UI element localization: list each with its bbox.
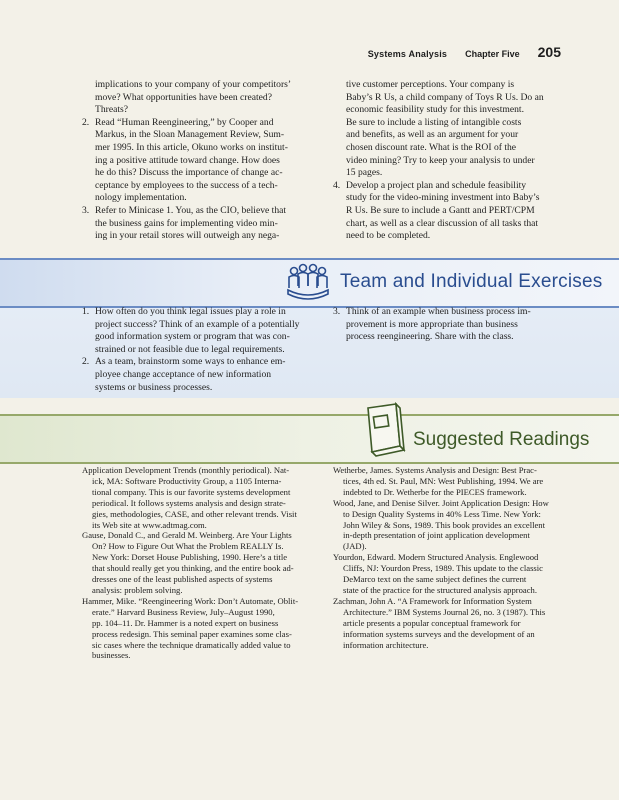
team-people-icon [286, 262, 330, 302]
text-line: dresses one of the least published aspects of systems [92, 574, 273, 585]
reading-entry [333, 552, 573, 596]
text-line: tices, 4th ed. St. Paul, MN: West Publishing, 1994. We are [343, 475, 544, 486]
exercise-item [82, 306, 314, 356]
exercise-list [333, 306, 573, 344]
exercise-item [333, 306, 573, 344]
text-line: indebted to Dr. Wetherbe for the PIECES framework. [343, 486, 527, 497]
text-line: state of the practice for the structured analysis approach. [343, 584, 537, 595]
exercise-list [82, 306, 314, 394]
text-line: sic cases where the technique dramatically added value to [92, 639, 291, 650]
text-line: Yourdon, Edward. Modern Structured Analysis. Englewood [333, 552, 539, 563]
text-line: Cliffs, NJ: Yourdon Press, 1989. This update to the classic [343, 563, 543, 574]
text-line: study for the video-mining investment into Baby’s [346, 192, 540, 204]
text-line: John Wiley & Sons, 1989. This book provides an excellent [343, 519, 545, 530]
team-right-column [333, 306, 573, 344]
text-line: information architecture. [343, 639, 429, 650]
running-header [368, 44, 561, 60]
text-line: Application Development Trends (monthly periodical). Nat- [82, 465, 290, 475]
text-line: need to be completed. [346, 230, 431, 242]
section-title: Team and Individual Exercises [340, 271, 603, 292]
section-title: Suggested Readings [413, 429, 590, 450]
exercise-item [82, 117, 314, 205]
text-line: Wood, Jane, and Denise Silver. Joint Application Design: How [333, 497, 549, 508]
text-line: periodical. It follows systems analysis and design strate- [92, 497, 286, 508]
top-left-column [82, 79, 314, 243]
exercise-item [82, 356, 314, 394]
text-line: in-depth presentation of joint application development [343, 530, 530, 541]
text-line: ing in your retail stores will outweigh any nega- [95, 230, 280, 242]
text-line: systems or business processes. [95, 381, 213, 393]
text-line: How often do you think legal issues play a role in [95, 306, 286, 317]
book-icon [360, 402, 410, 458]
text-line: Baby’s R Us, a child company of Toys R Us. Do an [346, 91, 544, 103]
text-line: video mining? Try to keep your analysis to under [346, 154, 535, 166]
text-line: good information system or program that was con- [95, 331, 290, 343]
text-line: article presents a popular conceptual framework for [343, 617, 521, 628]
text-line: pp. 104–11. Dr. Hammer is a noted expert on business [92, 617, 279, 628]
item-number: 3. [333, 306, 341, 317]
team-exercises-section [0, 258, 619, 398]
text-line: move? What opportunities have been created? [95, 91, 272, 103]
text-line: tive customer perceptions. Your company is [346, 79, 515, 90]
text-line: 15 pages. [346, 167, 383, 179]
reading-entry [333, 465, 573, 498]
suggested-readings-banner [0, 414, 619, 464]
text-line: Hammer, Mike. “Reengineering Work: Don’t Automate, Oblit- [82, 595, 299, 606]
section-banner [0, 258, 619, 308]
reading-entry [82, 530, 316, 595]
text-line: its Web site at www.adtmag.com. [92, 519, 207, 530]
text-line: the business gains for implementing video min- [95, 217, 278, 229]
text-line: analysis: problem solving. [92, 584, 183, 595]
text-line: New York: Dorset House Publishing, 1990. Here’s a title [92, 552, 288, 563]
readings-left-column [82, 465, 316, 661]
text-line: Wetherbe, James. Systems Analysis and Design: Best Prac- [333, 465, 537, 475]
text-line: nology implementation. [95, 192, 187, 204]
text-line: On? How to Figure Out What the Problem REALLY Is. [92, 541, 284, 552]
text-line: economic feasibility study for this investment. [346, 104, 524, 116]
text-line: Develop a project plan and schedule feasibility [346, 179, 527, 191]
text-line: mer 1995. In this article, Okuno works on institut- [95, 141, 288, 153]
continued-item [333, 79, 573, 180]
top-right-column [333, 79, 573, 243]
text-line: tional company. This is our favorite systems development [92, 486, 291, 497]
text-line: implications to your company of your competitors’ [95, 79, 292, 90]
text-line: process redesign. This seminal paper examines some clas- [92, 628, 292, 639]
text-line: Think of an example when business process im- [346, 306, 531, 317]
text-line: R Us. Be sure to include a Gantt and PERT/CPM [346, 204, 535, 216]
text-line: provement is more appropriate than business [346, 318, 518, 330]
text-line: Be sure to include a listing of intangible costs [346, 116, 522, 128]
exercise-list [82, 117, 314, 243]
text-line: that should really get you thinking, and the entire book ad- [92, 563, 294, 574]
text-line: ing a positive attitude toward change. How does [95, 154, 280, 166]
item-number: 2. [82, 116, 90, 128]
team-left-column [82, 306, 314, 394]
text-line: (JAD). [343, 541, 367, 552]
exercise-item [333, 180, 573, 243]
text-line: Threats? [95, 104, 129, 116]
text-line: Markus, in the Sloan Management Review, Sum- [95, 129, 285, 141]
text-line: ick, MA: Software Productivity Group, a 1105 Interna- [92, 475, 282, 486]
reading-entry [333, 498, 573, 553]
exercise-item [82, 205, 314, 243]
text-line: strained or not feasible due to legal requirements. [95, 343, 285, 355]
text-line: he do this? Discuss the importance of change ac- [95, 167, 283, 179]
text-line: As a team, brainstorm some ways to enhance em- [95, 356, 286, 368]
text-line: erate.” Harvard Business Review, July–August 1990, [92, 606, 275, 617]
text-line: chosen discount rate. What is the ROI of the [346, 141, 517, 153]
text-line: Read “Human Reengineering,” by Cooper and [95, 116, 274, 128]
text-line: to Design Quality Systems in 40% Less Time. New York: [343, 508, 541, 519]
text-line: project success? Think of an example of a potentially [95, 318, 300, 330]
text-line: Zachman, John A. “A Framework for Information System [333, 595, 532, 606]
item-number: 2. [82, 356, 90, 368]
text-line: process reengineering. Share with the class. [346, 331, 514, 343]
text-line: gies, methodologies, CASE, and other relevant trends. Visit [92, 508, 297, 519]
reading-entry [333, 596, 573, 651]
reading-entry [82, 596, 316, 661]
item-number: 1. [82, 306, 90, 317]
text-line: businesses. [92, 650, 131, 661]
text-line: DeMarco text on the same subject defines the current [343, 574, 527, 585]
page-number: 205 [537, 44, 561, 60]
text-line: Refer to Minicase 1. You, as the CIO, believe that [95, 204, 287, 216]
text-line: Architecture.” IBM Systems Journal 26, no. 3 (1987). This [343, 606, 546, 617]
continued-item [82, 79, 314, 117]
text-line: chart, as well as a clear discussion of all tasks that [346, 217, 539, 229]
text-line: and benefits, as well as an argument for your [346, 129, 519, 141]
header-section: Systems Analysis [367, 49, 448, 59]
text-line: information systems surveys and the development of an [343, 628, 535, 639]
header-chapter: Chapter Five [465, 49, 520, 59]
text-line: ceptance by employees to the success of a tech- [95, 179, 278, 191]
item-number: 4. [333, 179, 341, 191]
text-line: Gause, Donald C., and Gerald M. Weinberg. Are Your Lights [82, 530, 292, 541]
exercise-list [333, 180, 573, 243]
reading-entry [82, 465, 316, 530]
text-line: ployee change acceptance of new information [95, 368, 272, 380]
readings-right-column [333, 465, 573, 650]
item-number: 3. [82, 204, 90, 216]
